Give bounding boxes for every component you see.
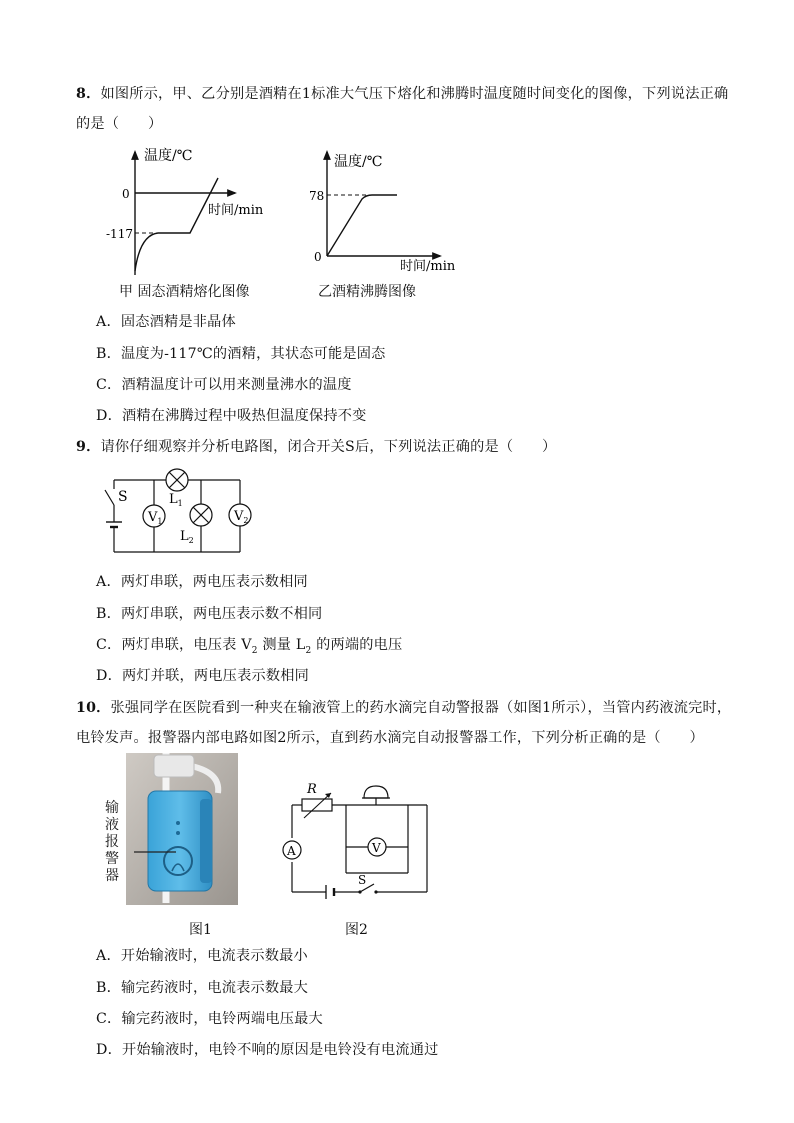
q9-option-b[interactable]: B．两灯串联，两电压表示数不相同 [96, 606, 323, 622]
q8-option-c[interactable]: C．酒精温度计可以用来测量沸水的温度 [96, 377, 352, 393]
q9-option-c[interactable]: C．两灯串联，电压表 $V_2$ 测量 $L_2$ 的两端的电压 [96, 637, 403, 656]
q9-switch-icon [105, 490, 114, 505]
svg-text:L2: $L_2$ [180, 529, 194, 545]
photo-side-label: 输 液 报 警 器 [105, 800, 119, 884]
svg-text:L1: $L_1$ [169, 492, 183, 508]
fig2-caption: 图2 [345, 922, 368, 938]
svg-text:V: V [372, 841, 381, 855]
q10-option-d[interactable]: D．开始输液时，电铃不响的原因是电铃没有电流通过 [96, 1042, 439, 1058]
graph-b-curve [327, 195, 397, 256]
graph-a-tick-melt: -117 [106, 227, 133, 241]
q9-option-d[interactable]: D．两灯并联，两电压表示数相同 [96, 668, 310, 684]
svg-text:V1: $V_1$ [148, 510, 163, 526]
graph-b-tick-boil: 78 [309, 189, 325, 203]
graph-b-xlabel: 时间/min [400, 259, 456, 274]
q8-stem-line2: 的是（ ） [76, 116, 163, 132]
svg-text:V2: $V_2$ [234, 509, 249, 525]
graph-a-curve [135, 178, 218, 271]
graph-melting [100, 140, 290, 280]
svg-text:A: A [287, 844, 296, 858]
graph-a-caption: 甲 固态酒精熔化图像 [119, 284, 250, 300]
graph-b-caption: 乙酒精沸腾图像 [318, 284, 416, 300]
iv-alarm-photo [126, 753, 241, 907]
fig1-caption: 图1 [189, 922, 212, 938]
graph-boiling [300, 140, 470, 280]
q10-circuit-diagram [276, 778, 436, 902]
q10-option-a[interactable]: A．开始输液时，电流表示数最小 [96, 948, 308, 964]
q10-stem-line1: 10．张强同学在医院看到一种夹在输液管上的药水滴完自动警报器（如图1所示），当管内药液流完时， [76, 700, 732, 716]
q8-number: 8． [76, 86, 101, 102]
q9-circuit-diagram [100, 460, 260, 560]
q10-switch-label: S [358, 873, 367, 887]
graph-a-xlabel: 时间/min [208, 203, 264, 218]
q8-stem-line1: 8．如图所示，甲、乙分别是酒精在1标准大气压下熔化和沸腾时温度随时间变化的图像，下列说法正确 [76, 86, 729, 102]
graph-a-tick-zero: 0 [122, 187, 130, 201]
q10-option-c[interactable]: C．输完药液时，电铃两端电压最大 [96, 1011, 323, 1027]
q8-option-b[interactable]: B．温度为-117℃的酒精，其状态可能是固态 [96, 346, 386, 362]
q9-number: 9． [76, 439, 101, 455]
q10-option-b[interactable]: B．输完药液时，电流表示数最大 [96, 980, 309, 996]
q9-switch-label: S [118, 489, 128, 505]
q10-resistor-label: R [307, 782, 317, 797]
q9-option-a[interactable]: A．两灯串联，两电压表示数相同 [96, 574, 308, 590]
q8-option-d[interactable]: D．酒精在沸腾过程中吸热但温度保持不变 [96, 408, 367, 424]
graph-a-ylabel: 温度/℃ [144, 148, 193, 164]
q10-resistor-icon [302, 799, 332, 811]
q10-bell-icon [364, 786, 388, 798]
q8-option-a[interactable]: A．固态酒精是非晶体 [96, 314, 236, 330]
graph-b-tick-zero: 0 [314, 250, 322, 264]
q10-number: 10． [76, 700, 111, 716]
graph-b-ylabel: 温度/℃ [334, 154, 383, 170]
q9-stem: 9．请你仔细观察并分析电路图，闭合开关S后，下列说法正确的是（ ） [76, 439, 557, 455]
q10-stem-line2: 电铃发声。报警器内部电路如图2所示，直到药水滴完自动报警器工作，下列分析正确的是（ ） [76, 730, 704, 746]
